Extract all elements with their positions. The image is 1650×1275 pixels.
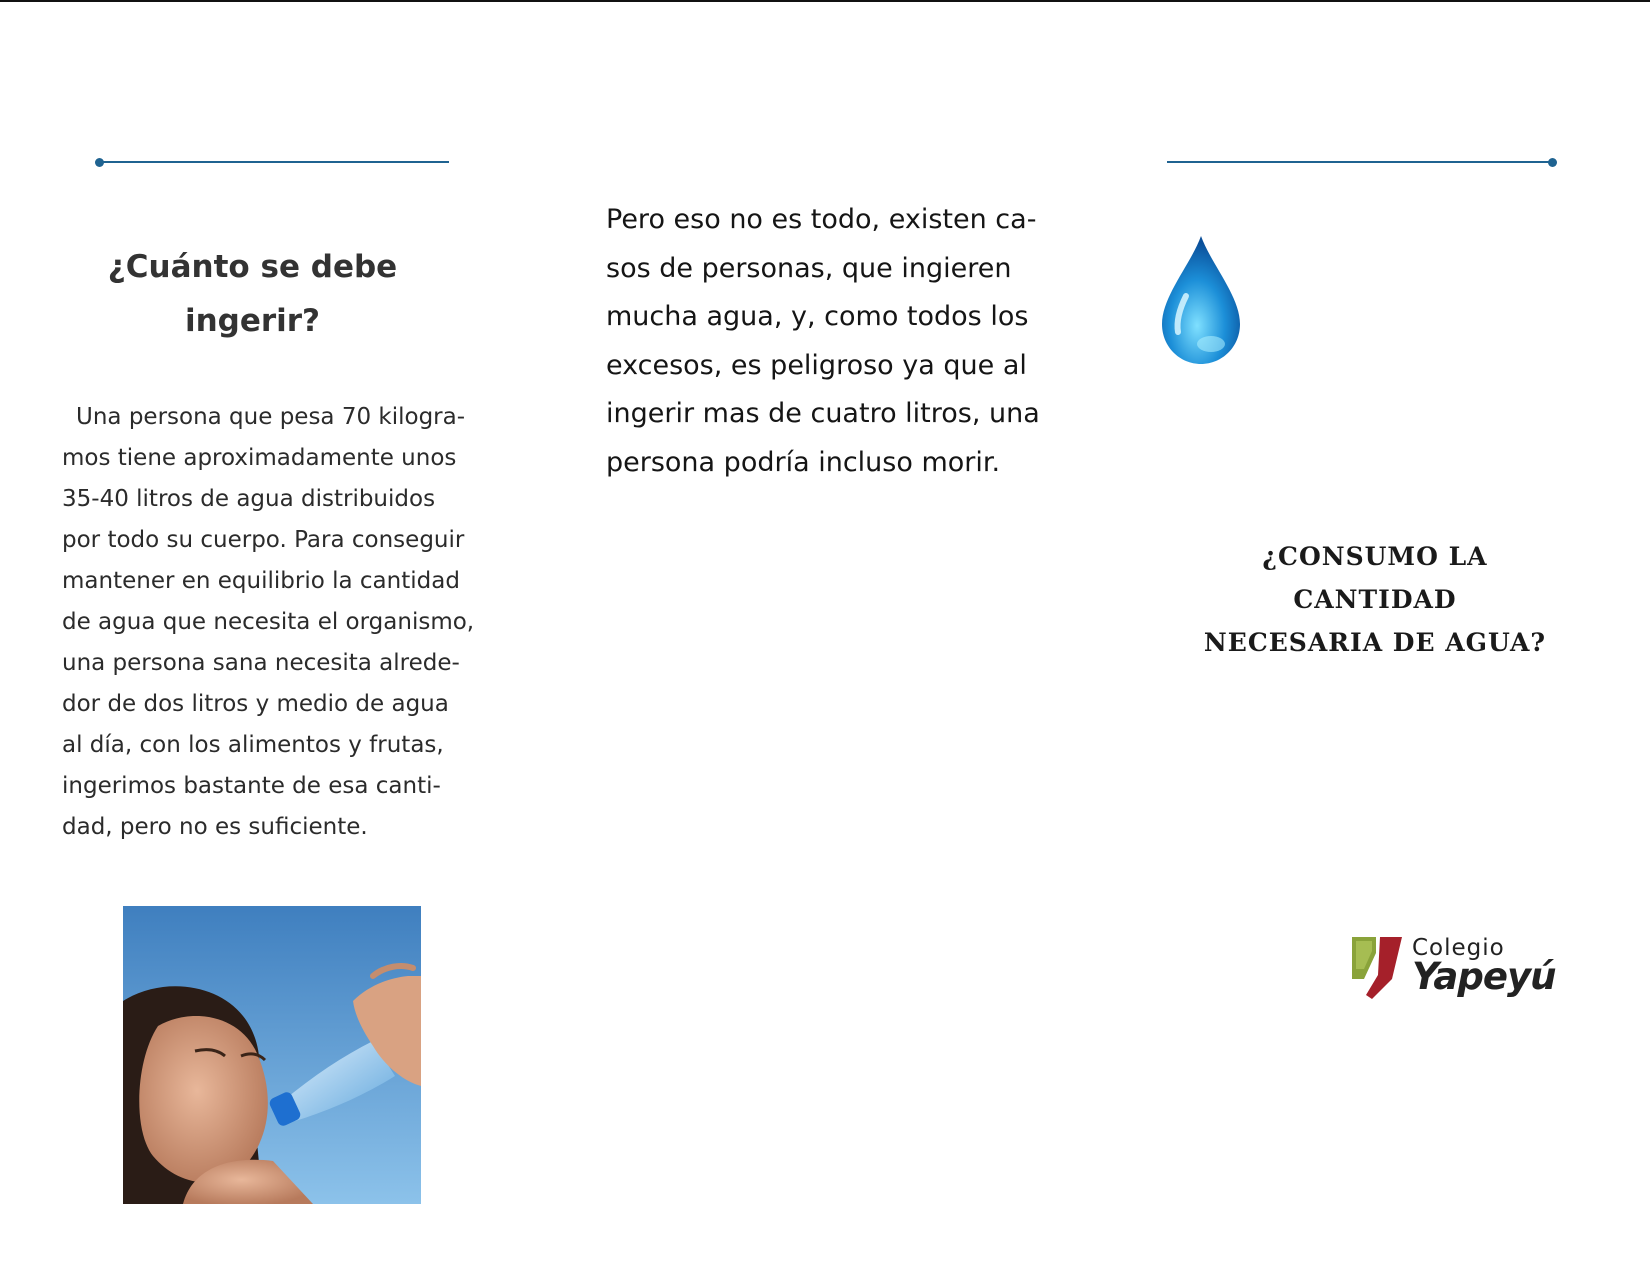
- woman-drinking-water-photo: [123, 906, 421, 1204]
- cover-title: [1180, 535, 1570, 664]
- left-line: 35-40 litros de agua distribuidos: [62, 486, 436, 512]
- right-rule-dot: [1548, 158, 1557, 167]
- heading-line-2: ingerir?: [184, 303, 321, 339]
- middle-line: ingerir mas de cuatro litros, una: [606, 398, 1040, 429]
- logo-yapeyu-text: Yapeyú: [1412, 955, 1556, 998]
- left-panel-heading: [100, 240, 405, 348]
- logo-colegio-text: Colegio: [1412, 935, 1505, 961]
- cover-title-line: CANTIDAD: [1293, 585, 1457, 614]
- left-line: dad, pero no es suficiente.: [62, 814, 368, 840]
- left-panel-paragraph: [62, 397, 482, 848]
- top-border: [0, 0, 1650, 2]
- cover-title-line: NECESARIA DE AGUA?: [1203, 628, 1547, 657]
- left-rule-dot: [95, 158, 104, 167]
- left-line: por todo su cuerpo. Para conseguir: [62, 527, 465, 553]
- middle-panel-paragraph: [606, 196, 1066, 487]
- middle-line: mucha agua, y, como todos los: [606, 301, 1029, 332]
- yapeyu-logo-mark-icon: [1352, 935, 1404, 1001]
- left-line: una persona sana necesita alrede-: [62, 650, 460, 676]
- right-decorative-rule: [1167, 161, 1553, 163]
- middle-line: excesos, es peligroso ya que al: [606, 349, 1027, 381]
- left-line: mos tiene aproximadamente unos: [62, 445, 457, 471]
- left-line: de agua que necesita el organismo,: [62, 609, 475, 635]
- heading-line-1: ¿Cuánto se debe: [107, 249, 398, 285]
- left-line: ingerimos bastante de esa canti-: [62, 773, 441, 799]
- left-line: Una persona que pesa 70 kilogra-: [76, 404, 466, 430]
- middle-line: Pero eso no es todo, existen ca-: [606, 204, 1037, 235]
- water-drop-icon: [1156, 234, 1246, 366]
- colegio-yapeyu-logo: [1352, 935, 1556, 1005]
- cover-title-line: ¿CONSUMO LA: [1262, 542, 1488, 571]
- middle-line: sos de personas, que ingieren: [606, 252, 1012, 284]
- left-decorative-rule: [100, 161, 449, 163]
- left-line: dor de dos litros y medio de agua: [62, 691, 449, 717]
- middle-line: persona podría incluso morir.: [606, 446, 1001, 478]
- left-line: al día, con los alimentos y frutas,: [62, 732, 444, 758]
- left-line: mantener en equilibrio la cantidad: [62, 568, 460, 594]
